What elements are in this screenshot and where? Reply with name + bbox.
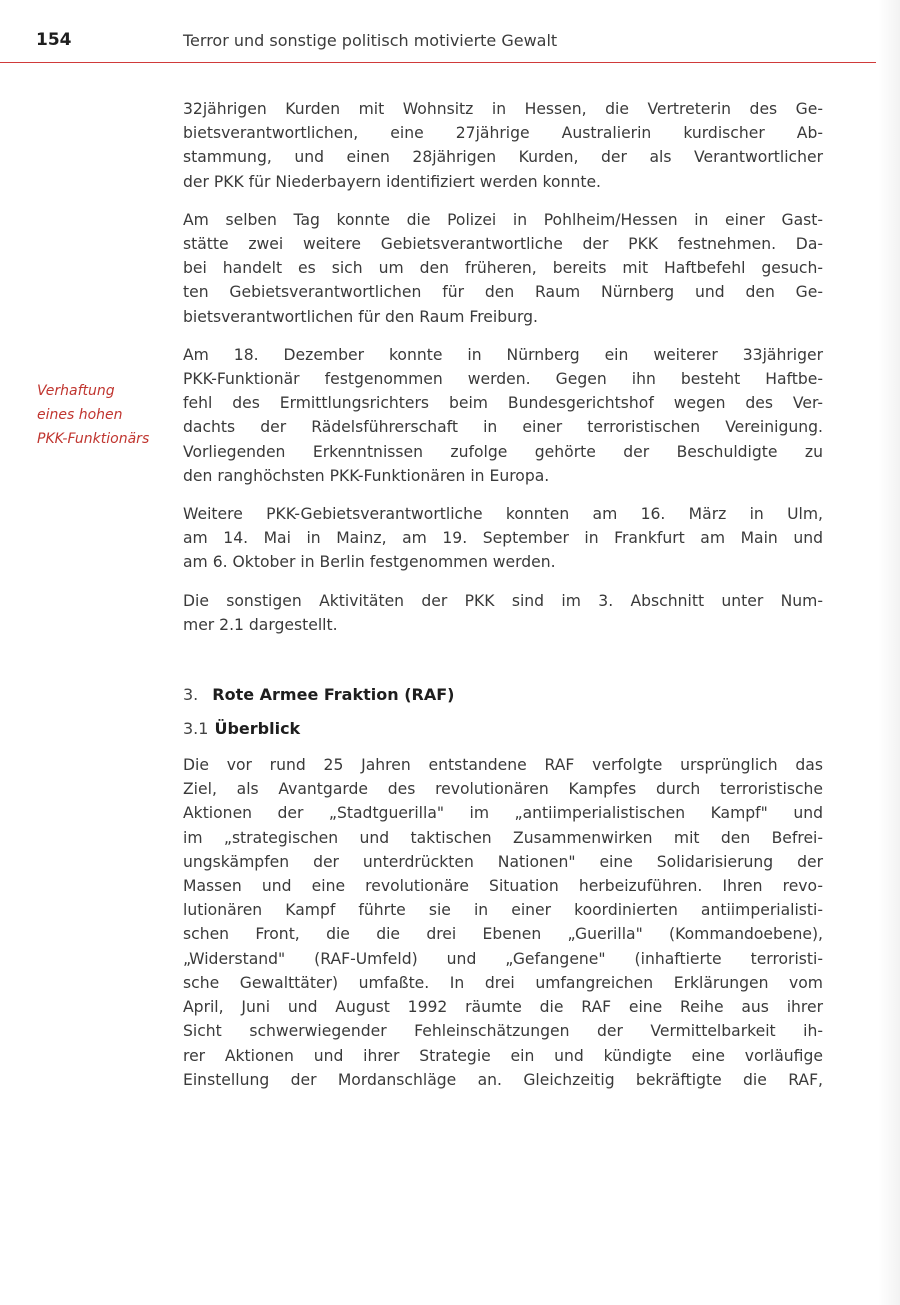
section-number: 3. (183, 685, 199, 705)
running-title: Terror und sonstige politisch motivierte Gewalt (183, 31, 558, 50)
text-line: Am 18. Dezember konnte in Nürnberg ein weiterer 33jähriger (183, 345, 823, 364)
subsection-heading (183, 717, 823, 741)
text-line: Sicht schwerwiegender Fehleinschätzungen der Vermittelbarkeit ih- (183, 1022, 823, 1041)
text-line: Die vor rund 25 Jahren entstandene RAF verfolgte ursprünglich das (183, 756, 823, 775)
paragraph-other-activities (183, 589, 823, 637)
text-line: stätte zwei weitere Gebietsverantwortliche der PKK festnehmen. Da- (183, 235, 823, 254)
body-text (183, 97, 823, 1092)
text-line: lutionären Kampf führte sie in einer koordinierten antiimperialisti- (183, 901, 823, 920)
text-line: fehl des Ermittlungsrichters beim Bundesgerichtshof wegen des Ver- (183, 394, 823, 413)
text-line: schen Front, die die drei Ebenen „Guerilla" (Kommandoebene), (183, 925, 823, 944)
text-line: Weitere PKK-Gebietsverantwortliche konnten am 16. März in Ulm, (183, 505, 823, 524)
text-line: stammung, und einen 28jährigen Kurden, der als Verantwortlicher (183, 148, 823, 167)
paragraph-raf-overview (183, 753, 823, 1092)
text-line: bietsverantwortlichen, eine 27jährige Australierin kurdischer Ab- (183, 124, 823, 143)
text-line: der PKK für Niederbayern identifiziert werden konnte. (183, 172, 601, 191)
text-line: Einstellung der Mordanschläge an. Gleichzeitig bekräftigte die RAF, (183, 1070, 823, 1089)
text-line: bei handelt es sich um den früheren, bereits mit Haftbefehl gesuch- (183, 259, 823, 278)
header-rule (0, 62, 876, 63)
text-line: rer Aktionen und ihrer Strategie ein und kündigte eine vorläufige (183, 1046, 823, 1065)
section-heading (183, 683, 823, 707)
text-line: „Widerstand" (RAF-Umfeld) und „Gefangene" (inhaftierte terroristi- (183, 949, 823, 968)
page-edge-shadow (878, 0, 900, 1305)
text-line: den ranghöchsten PKK-Funktionären in Europa. (183, 466, 550, 485)
paragraph-further-arrests (183, 502, 823, 575)
text-line: Aktionen der „Stadtguerilla" im „antiimperialistischen Kampf" und (183, 804, 823, 823)
text-line: Massen und eine revolutionäre Situation herbeizuführen. Ihren revo- (183, 877, 823, 896)
text-line: Vorliegenden Erkenntnissen zufolge gehörte der Beschuldigte zu (183, 442, 823, 461)
text-line: am 14. Mai in Mainz, am 19. September in Frankfurt am Main und (183, 529, 823, 548)
text-line: PKK-Funktionär festgenommen werden. Gegen ihn besteht Haftbe- (183, 370, 823, 389)
margin-note (37, 379, 149, 451)
margin-note-line: PKK-Funktionärs (37, 431, 150, 447)
paragraph-pohlheim (183, 208, 823, 329)
text-line: dachts der Rädelsführerschaft in einer terroristischen Vereinigung. (183, 418, 823, 437)
text-line: am 6. Oktober in Berlin festgenommen werden. (183, 553, 556, 572)
margin-note-line: eines hohen (37, 407, 123, 423)
text-line: mer 2.1 dargestellt. (183, 615, 338, 634)
text-line: 32jährigen Kurden mit Wohnsitz in Hessen, die Vertreterin des Ge- (183, 100, 823, 118)
subsection-number: 3.1 (183, 719, 209, 739)
text-line: bietsverantwortlichen für den Raum Freiburg. (183, 307, 538, 326)
text-line: ten Gebietsverantwortlichen für den Raum Nürnberg und den Ge- (183, 283, 823, 302)
text-line: Ziel, als Avantgarde des revolutionären Kampfes durch terroristische (183, 780, 823, 799)
text-line: im „strategischen und taktischen Zusammenwirken mit den Befrei- (183, 828, 823, 847)
page-number: 154 (36, 30, 72, 50)
paragraph-continuation (183, 97, 823, 194)
text-line: April, Juni und August 1992 räumte die RAF eine Reihe aus ihrer (183, 998, 823, 1017)
subsection-title: Überblick (214, 719, 301, 739)
text-line: Am selben Tag konnte die Polizei in Pohlheim/Hessen in einer Gast- (183, 210, 823, 229)
section-title: Rote Armee Fraktion (RAF) (212, 685, 455, 705)
text-line: Die sonstigen Aktivitäten der PKK sind im 3. Abschnitt unter Num- (183, 591, 823, 610)
text-line: sche Gewalttäter) umfaßte. In drei umfangreichen Erklärungen vom (183, 973, 823, 992)
margin-note-line: Verhaftung (37, 383, 115, 399)
text-line: ungskämpfen der unterdrückten Nationen" eine Solidarisierung der (183, 852, 823, 871)
paragraph-nuernberg-arrest (183, 343, 823, 488)
